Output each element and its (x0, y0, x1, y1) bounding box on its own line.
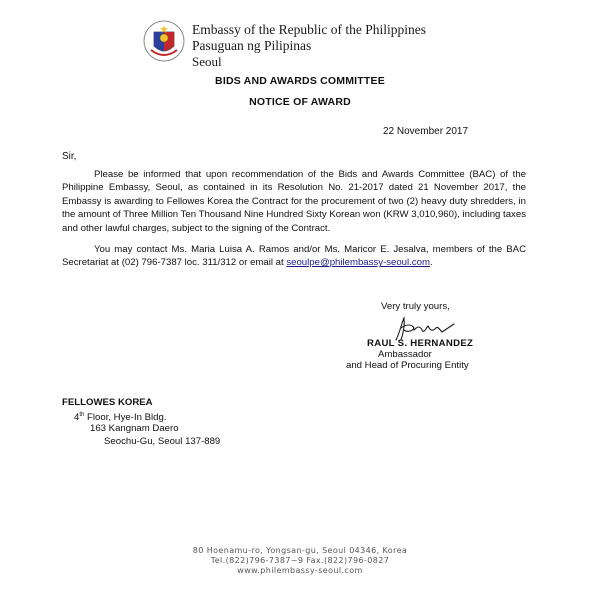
closing: Very truly yours, (381, 301, 450, 312)
letterhead (192, 22, 426, 70)
salutation: Sir, (62, 151, 77, 162)
email-link[interactable]: seoulpe@philembassy-seoul.com (286, 257, 430, 269)
floor-building: Floor, Hye-In Bldg. (84, 412, 167, 424)
body-paragraph-1: Please be informed that upon recommendation of the Bids and Awards Committee (BAC) of the Philippine Embassy, Seoul, as contained in its Resolution No. 21-2017 dated 21 November 2017, the Embassy is awarding to Fellowes Korea the Contract for the procurement of two (2) heavy duty shredders, in the amount of Three Million Ten Thousand Nine Hundred Sixty Korean won (KRW 3,010,960), including taxes and other lawful charges, subject to the signing of the Contract. (62, 169, 526, 234)
letter-date: 22 November 2017 (383, 126, 469, 137)
paragraph-end: . (429, 257, 433, 269)
floor-number: 4 (74, 412, 80, 424)
recipient-street: 163 Kangnam Daero (90, 423, 179, 434)
body-paragraph-2 (62, 243, 526, 270)
committee-heading: BIDS AND AWARDS COMMITTEE (215, 75, 385, 87)
footer-address: 80 Hoenamu-ro, Yongsan-gu, Seoul 04346, Korea (192, 546, 408, 555)
recipient-city: Seochu-Gu, Seoul 137-889 (104, 436, 221, 447)
signatory-title: Ambassador (378, 349, 432, 360)
footer-phone: Tel.(822)796-7387~9 Fax.(822)796-0827 (210, 556, 390, 565)
philippine-seal-icon (143, 20, 185, 62)
footer-website[interactable]: www.philembassy-seoul.com (237, 566, 363, 575)
embassy-name: Embassy of the Republic of the Philippines (192, 22, 426, 37)
signatory-title-2: and Head of Procuring Entity (346, 360, 469, 371)
embassy-city: Seoul (192, 54, 222, 69)
embassy-name-filipino: Pasuguan ng Pilipinas (192, 38, 312, 53)
signatory-name: RAUL S. HERNANDEZ (367, 338, 474, 349)
notice-heading: NOTICE OF AWARD (249, 96, 351, 108)
contact-text: You may contact Ms. Maria Luisa A. Ramos and/or Ms. Maricor E. Jesalva, members of the BAC Secretariat at (02) 796-7387 loc. 311/312 or email at (62, 244, 526, 269)
recipient-name: FELLOWES KOREA (62, 397, 153, 408)
floor-ordinal: th (79, 412, 85, 418)
